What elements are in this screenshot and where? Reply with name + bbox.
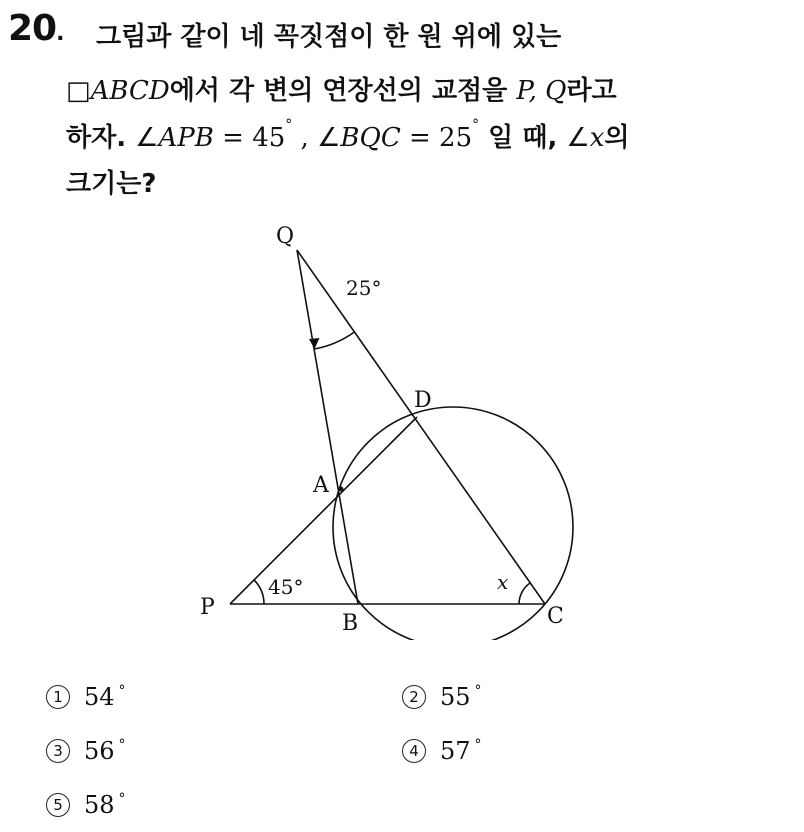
angle-label-q: 25° [346,276,382,300]
question-line-3: 하자. ∠APB = 45° , ∠BQC = 25° 일 때, ∠x의 [66,117,630,153]
angle-label-x: x [497,570,509,594]
choice-marker: 2 [402,685,426,709]
label-q: Q [276,224,295,249]
point-p-ref: P [516,76,529,106]
label-a: A [313,473,329,498]
question-line-4: 크기는? [66,169,157,199]
angle-symbol: ∠ [135,123,159,153]
angle-symbol: ∠ [566,123,590,153]
point-q-ref: Q [545,76,567,106]
angle-symbol: ∠ [317,123,341,153]
segment-q-b [297,250,358,604]
segment-q-c [297,250,545,604]
label-b: B [342,611,359,636]
segment-p-d [230,417,417,604]
angle-arc-p [254,580,264,604]
choice-value: 54 [84,683,115,711]
point-a-dot [339,487,344,492]
quad-name: ABCD [90,76,170,106]
question-number: 20. [8,8,64,49]
question-line-1: 그림과 같이 네 꼭짓점이 한 원 위에 있는 [96,22,562,52]
choice-value: 56 [84,737,115,765]
circumscribed-circle [333,407,573,640]
angle-arc-c [519,583,530,604]
angle-label-p: 45° [268,575,304,599]
choice-5[interactable]: 5 58 ° [46,791,126,819]
angle-arrow-icon [309,338,320,349]
choice-value: 58 [84,791,115,819]
label-p: P [200,595,215,620]
angle-arc-q [315,332,355,349]
choice-value: 55 [440,683,471,711]
label-c: C [547,604,564,629]
choice-2[interactable]: 2 55 ° [402,683,482,711]
quadrilateral-symbol: □ [66,76,91,106]
choice-marker: 4 [402,739,426,763]
choice-marker: 1 [46,685,70,709]
geometry-figure [190,215,610,640]
choice-marker: 3 [46,739,70,763]
choice-value: 57 [440,737,471,765]
choice-1[interactable]: 1 54 ° [46,683,126,711]
choice-4[interactable]: 4 57 ° [402,737,482,765]
label-d: D [414,388,432,413]
question-line-2: □ABCD에서 각 변의 연장선의 교점을 P, Q라고 [66,76,617,106]
choice-marker: 5 [46,793,70,817]
choice-3[interactable]: 3 56 ° [46,737,126,765]
